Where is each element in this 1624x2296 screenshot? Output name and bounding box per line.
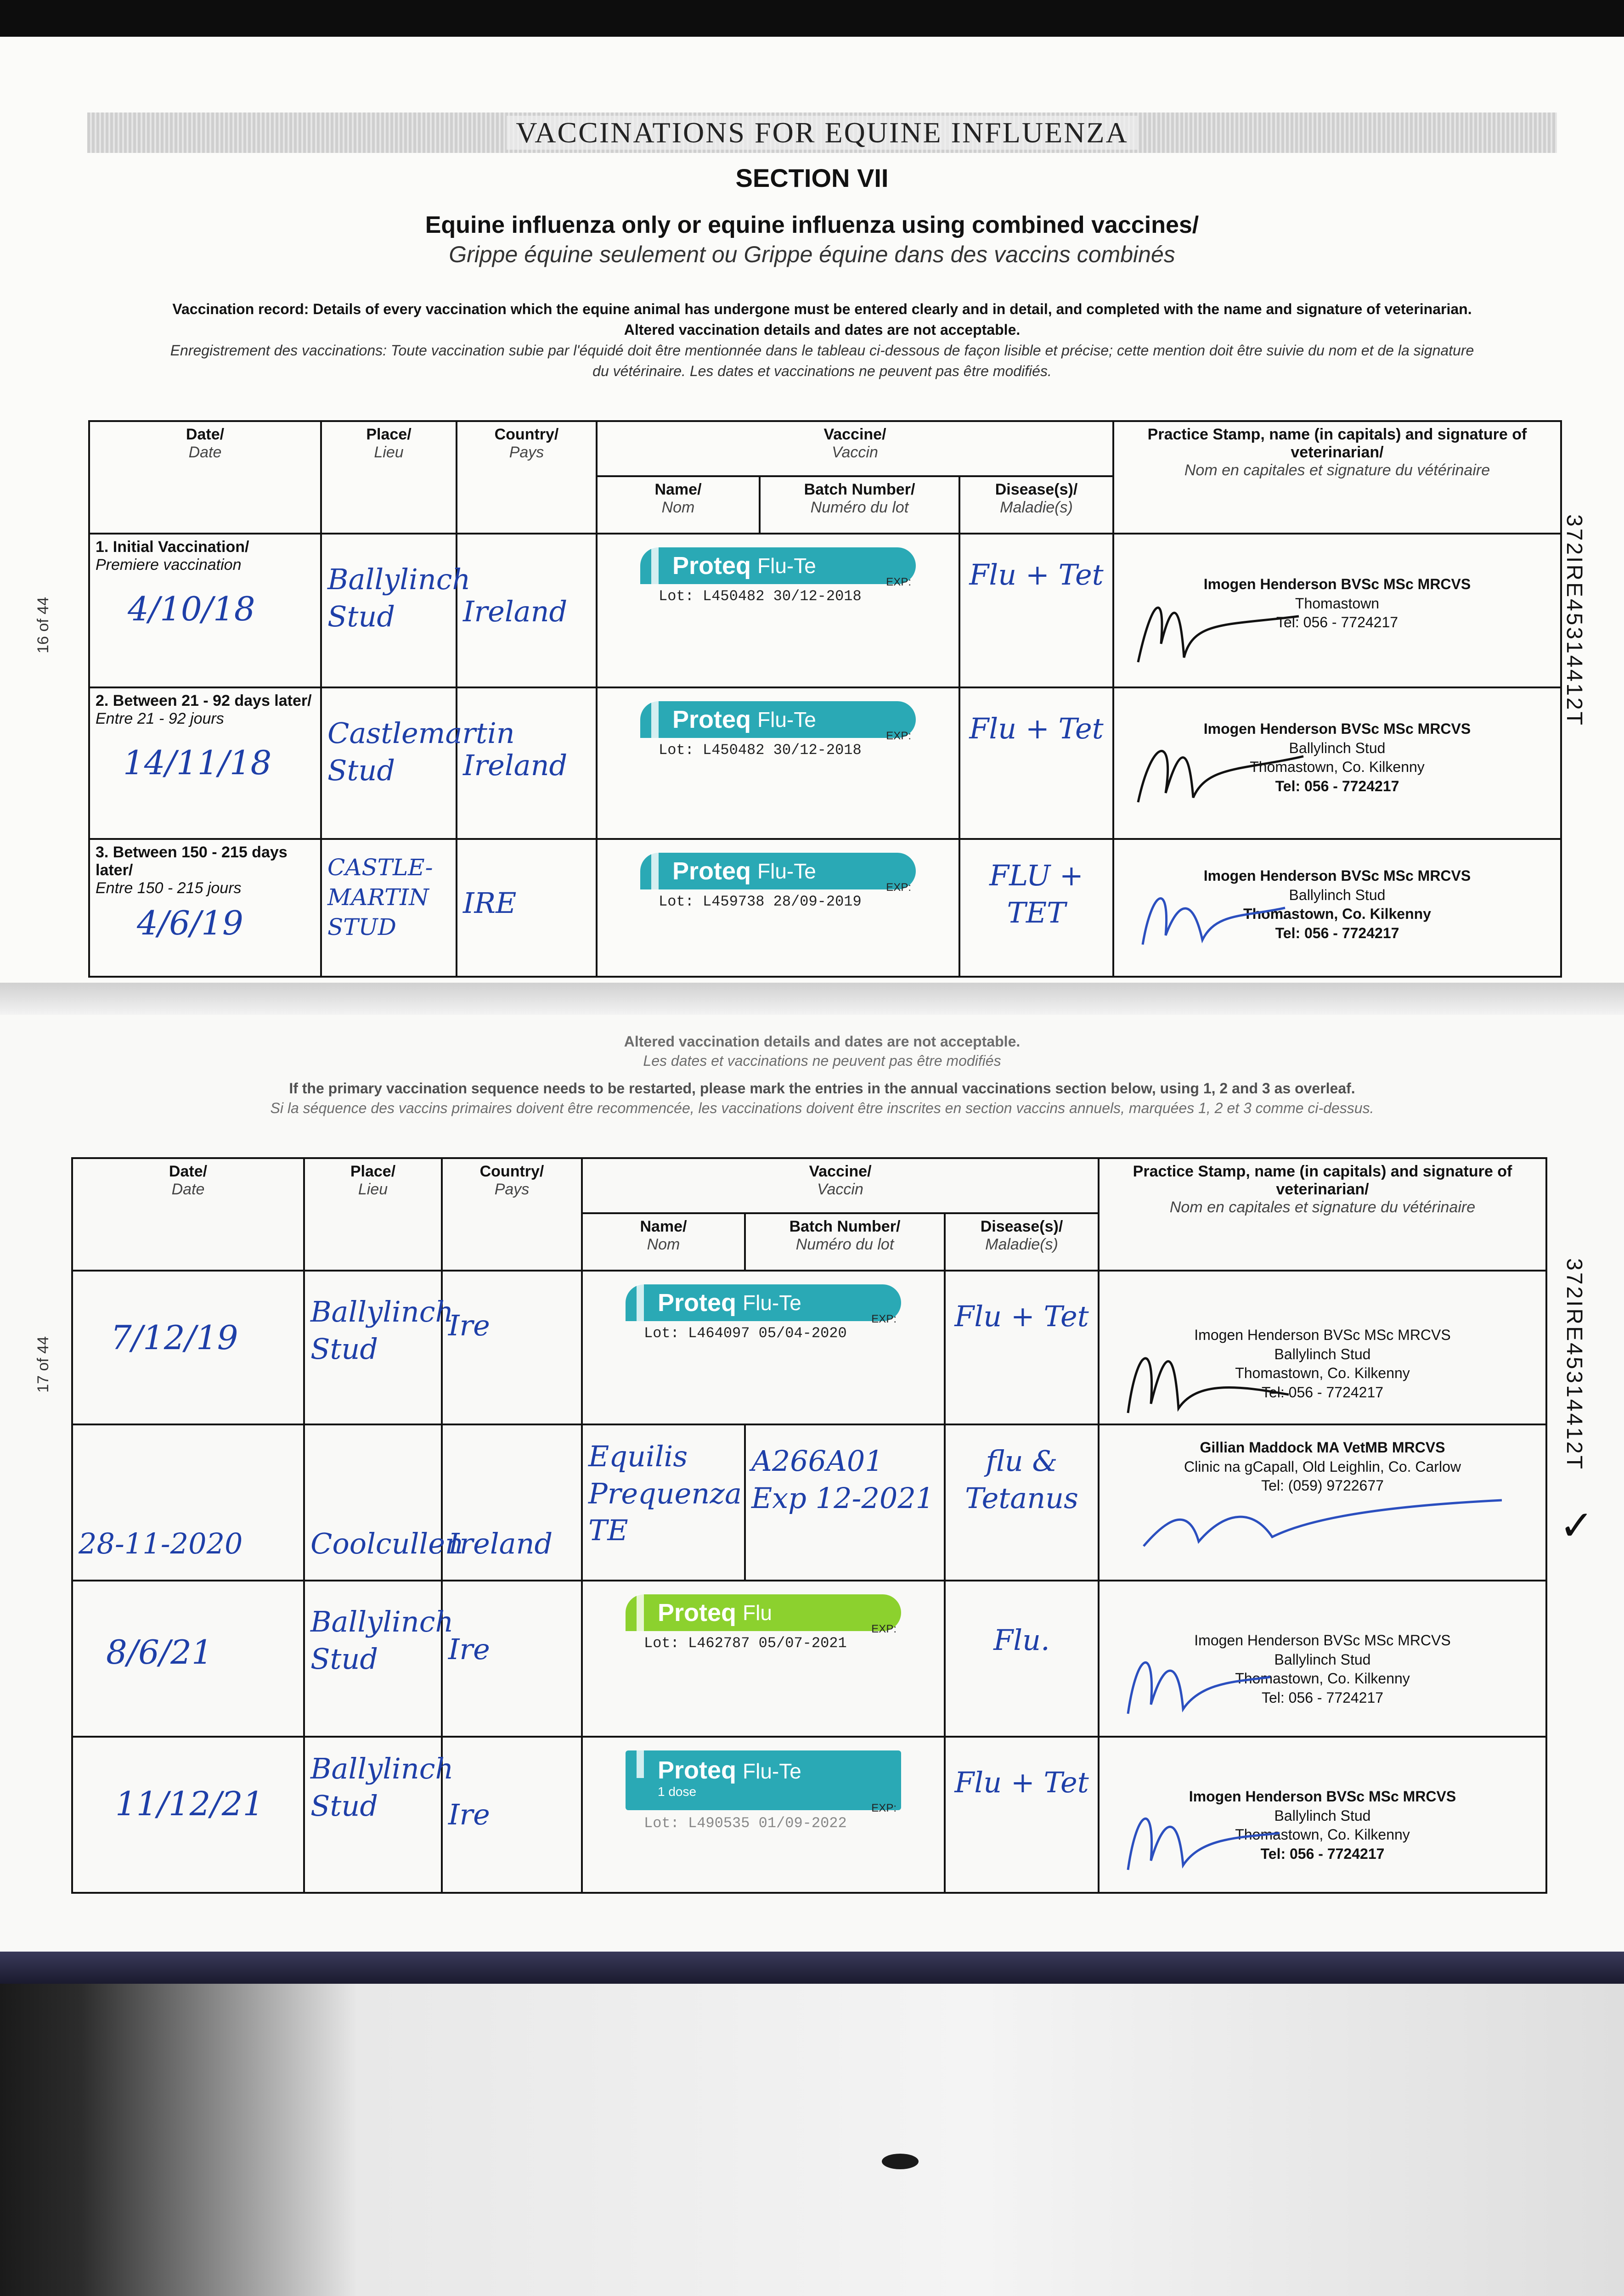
sticker-arrow-icon bbox=[651, 853, 659, 889]
side-id-bottom: 372IRE45314412T bbox=[1562, 1258, 1586, 1471]
page-fold bbox=[0, 983, 1624, 1015]
ghost-note-2: Les dates et vaccinations ne peuvent pas être modifiés bbox=[643, 1052, 1001, 1069]
table-row: 7/12/19 Ballylinch Stud Ire Proteq Flu-Te EXP: Lot: L464097 05/04-2020 Flu + Tet Imogen Henderson BVSc MSc MRCVS Ballylinch Stud Thomastown, Co. Kilkenny Tel: 056 - 7724217 bbox=[72, 1271, 1546, 1424]
disease-value: Flu + Tet bbox=[969, 558, 1104, 591]
table-row: 28-11-2020 Coolcullen Ireland Equilis Prequenza TE A266A01 Exp 12-2021 flu & Tetanus Gillian Maddock MA VetMB MRCVS Clinic na gCapall, Old Leighlin, Co. Carlow Tel: (059) 9722677 bbox=[72, 1424, 1546, 1581]
col-vaccine: Vaccine/ Vaccin bbox=[597, 421, 1113, 476]
book-edge bbox=[0, 1952, 1624, 1984]
section-title: SECTION VII bbox=[735, 163, 889, 192]
row-date-cell: 1. Initial Vaccination/ Premiere vaccination 4/10/18 bbox=[89, 534, 321, 687]
sticker-arrow-icon bbox=[651, 547, 659, 584]
signature-mark bbox=[1110, 1330, 1293, 1431]
table-row: 3. Between 150 - 215 days later/ Entre 150 - 215 jours 4/6/19 CASTLE-MARTIN STUD IRE Proteq Flu-Te EXP: Lot: L459738 28/09-2019 FLU + TET Imogen Henderson BVSc MSc MRCVS Ballylinch Stud Thomastown, Co. Kilkenny Tel: 056 - 7724217 bbox=[89, 839, 1561, 977]
place-value: Ballylinch Stud bbox=[327, 563, 471, 633]
sticker-arrow-icon bbox=[637, 1594, 644, 1631]
table-row: 2. Between 21 - 92 days later/ Entre 21 - 92 jours 14/11/18 Castlemartin Stud Ireland Proteq Flu-Te EXP: Lot: L450482 30/12-2018 Flu + Tet Imogen Henderson BVSc MSc MRCVS Ballylinch Stud Thomastown, Co. Kilkenny Tel: 056 - 7724217 bbox=[89, 687, 1561, 839]
signature-mark bbox=[1124, 871, 1290, 963]
vaccine-sticker: Proteq Flu-Te EXP: Lot: L450482 30/12-2018 bbox=[640, 701, 916, 765]
table-row: 8/6/21 Ballylinch Stud Ire Proteq Flu EXP: Lot: L462787 05/07-2021 Flu. Imogen Henderson BVSc MSc MRCVS Ballylinch Stud Thomastown, Co. Kilkenny Tel: 056 - 7724217 bbox=[72, 1581, 1546, 1737]
vaccine-sticker: Proteq Flu-Te EXP: Lot: L459738 28/09-2019 bbox=[640, 853, 916, 917]
subtitle-fr: Grippe équine seulement ou Grippe équine dans des vaccins combinés bbox=[449, 242, 1175, 267]
scan-background bbox=[0, 1984, 1624, 2296]
record-note-en: Vaccination record: Details of every vaccination which the equine animal has undergone must be entered clearly and in detail, and completed with the name and signature of veterinarian. bbox=[172, 301, 1472, 317]
scan-smudge bbox=[882, 2154, 919, 2169]
col-disease: Disease(s)/ Maladie(s) bbox=[959, 476, 1113, 534]
banner-title: VACCINATIONS FOR EQUINE INFLUENZA bbox=[507, 116, 1137, 150]
side-id-top: 372IRE45314412T bbox=[1562, 514, 1586, 727]
table-row: 11/12/21 Ballylinch Stud Ire Proteq Flu-Te 1 dose EXP: Lot: L490535 01/09-2022 Flu + Tet Imogen Henderson BVSc MSc MRCVS Ballylinch Stud Thomastown, Co. Kilkenny Tel: 056 - 7724217 bbox=[72, 1737, 1546, 1893]
vaccine-label-cell bbox=[597, 534, 959, 687]
table-row bbox=[89, 534, 1561, 687]
col-country: Country/ Pays bbox=[457, 421, 597, 534]
country-value: Ireland bbox=[463, 595, 568, 628]
record-note-fr: Enregistrement des vaccinations: Toute vaccination subie par l'équidé doit être mentionnée dans le tableau ci-dessous de façon lisible et précise; cette mention doit être suivie du nom et de la signature bbox=[170, 342, 1474, 359]
signature-mark bbox=[1134, 1496, 1511, 1551]
record-note-en-2: Altered vaccination details and dates are not acceptable. bbox=[624, 321, 1021, 338]
stamp-cell: Imogen Henderson BVSc MSc MRCVS Thomastown Tel: 056 - 7724217 bbox=[1113, 534, 1561, 687]
ghost-note-3: If the primary vaccination sequence needs to be restarted, please mark the entries in the annual vaccinations section below, using 1, 2 and 3 as overleaf. bbox=[289, 1080, 1355, 1097]
vaccine-sticker: Proteq Flu EXP: Lot: L462787 05/07-2021 bbox=[626, 1594, 901, 1659]
sticker-arrow-icon bbox=[637, 1750, 644, 1778]
col-stamp: Practice Stamp, name (in capitals) and signature of veterinarian/ Nom en capitales et signature du vétérinaire bbox=[1113, 421, 1561, 534]
check-mark-icon: ✓ bbox=[1559, 1503, 1594, 1549]
vaccine-sticker: Proteq Flu-Te EXP: Lot: L464097 05/04-2020 bbox=[626, 1284, 901, 1349]
col-place: Place/ Lieu bbox=[321, 421, 457, 534]
signature-mark bbox=[1124, 724, 1308, 825]
col-batch: Batch Number/ Numéro du lot bbox=[760, 476, 959, 534]
signature-mark bbox=[1124, 580, 1308, 681]
vaccine-sticker: Proteq Flu-Te 1 dose EXP: Lot: L490535 01/09-2022 bbox=[626, 1750, 901, 1838]
page-number-top: 16 of 44 bbox=[34, 597, 52, 653]
section-banner bbox=[87, 113, 1557, 153]
vaccine-sticker: Proteq Flu-Te EXP: Lot: L450482 30/12-2018 bbox=[640, 547, 916, 612]
ghost-note-1: Altered vaccination details and dates are not acceptable. bbox=[624, 1033, 1021, 1050]
page-number-bottom: 17 of 44 bbox=[34, 1336, 52, 1393]
sticker-arrow-icon bbox=[637, 1284, 644, 1321]
primary-vaccination-table bbox=[88, 420, 1562, 978]
signature-mark bbox=[1110, 1636, 1275, 1728]
col-name: Name/ Nom bbox=[597, 476, 760, 534]
subtitle-en: Equine influenza only or equine influenza using combined vaccines/ bbox=[425, 212, 1199, 238]
ghost-note-4: Si la séquence des vaccins primaires doivent être recommencée, les vaccinations doivent être inscrites en section vaccins annuels, marquées 1, 2 et 3 comme ci-dessus. bbox=[270, 1100, 1374, 1116]
date-value: 4/10/18 bbox=[128, 590, 255, 628]
annual-vaccination-table: Date/ Date Place/ Lieu Country/ Pays Vaccine/ Vaccin Practice Stamp, name (in capitals) and signature of veterinarian/ Nom en capitales et signature du vétérinaire Name/ Nom Batch Number/ Numéro du lot Disease(s)/ Maladie(s) 7/12/19 Ballylinch Stud Ire Proteq Flu-Te EXP: Lot: L464097 05/04-2020 Flu + Tet Imogen Henderson BVSc MSc MRCVS Ballylinch Stud Thomastown, Co. Kilkenny Tel: 056 - 7724217 28-11-2020 Coolcullen Ireland Equilis Prequenza TE A266A01 Exp 12-2021 flu & Tetanus Gillian Maddock MA VetMB MRCVS Clinic na gCapall, Old Leighlin, Co. Carlow Tel: (059) 9722677 8/6/21 Ballylinch Stud Ire Proteq Flu EXP: Lot: L462787 05/07-2021 Flu. Imogen Henderson BVSc MSc MRCVS Ballylinch Stud Thomastown, Co. Kilkenny Tel: 056 - 7724217 11/12/21 Ballylinch Stud Ire Proteq Flu-Te 1 dose EXP: Lot: L490535 01/09-2022 Flu + Tet Imogen Henderson BVSc MSc MRCVS Ballylinch Stud Thomastown, Co. Kilkenny Tel: 056 - 7724217 bbox=[71, 1157, 1547, 1894]
signature-mark bbox=[1110, 1792, 1284, 1884]
sticker-arrow-icon bbox=[651, 701, 659, 738]
record-note-fr-2: du vétérinaire. Les dates et vaccinations ne peuvent pas être modifiés. bbox=[592, 363, 1052, 379]
col-date: Date/ Date bbox=[89, 421, 321, 534]
sticker-band: Proteq Flu-Te bbox=[640, 547, 916, 584]
